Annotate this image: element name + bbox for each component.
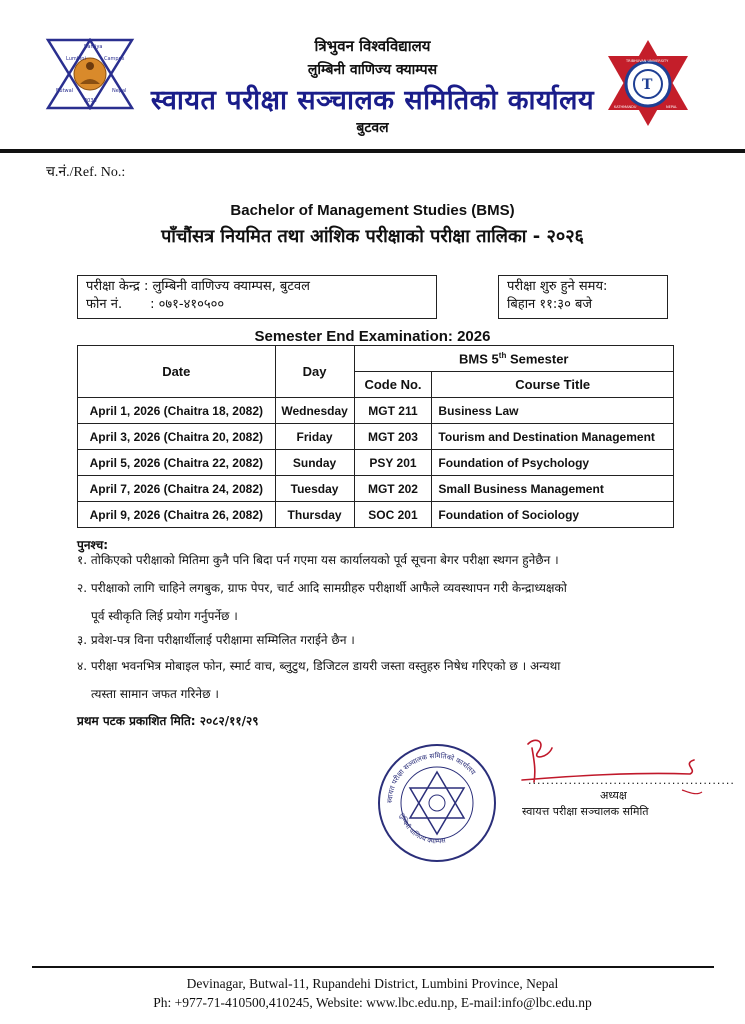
exam-date: April 7, 2026 (Chaitra 24, 2082) — [78, 476, 276, 502]
phone-value: : ०७१-४१०५०० — [150, 297, 225, 312]
note-item: १. तोकिएको परीक्षाको मितिमा कुनै पनि बिदा पर्न गएमा यस कार्यालयको पूर्व सूचना बेगर परीक्षा स्थगन हुनेछैन । — [77, 553, 559, 567]
exam-day: Friday — [275, 424, 354, 450]
exam-day: Wednesday — [275, 398, 354, 424]
semester-group-header: BMS 5th Semester — [354, 346, 673, 372]
course-code: MGT 211 — [354, 398, 432, 424]
exam-center-label: परीक्षा केन्द्र — [86, 279, 140, 294]
svg-text:KATHMANDU: KATHMANDU — [614, 105, 637, 109]
course-title: Business Law — [432, 398, 674, 424]
svg-text:लुम्बिनी वाणिज्य क्याम्पस: लुम्बिनी वाणिज्य क्याम्पस — [398, 812, 447, 846]
table-row — [78, 450, 674, 476]
exam-center-value: : लुम्बिनी वाणिज्य क्याम्पस, बुटवल — [143, 279, 310, 294]
note-item: ४. परीक्षा भवनभित्र मोबाइल फोन, स्मार्ट वाच, ब्लुटुथ, डिजिटल डायरी जस्ता वस्तुहरु निषेध गरिएको छ । अन्यथा त्यस्ता सामान जफत गरिनेछ । — [77, 659, 561, 701]
table-row — [78, 502, 674, 528]
exam-day: Sunday — [275, 450, 354, 476]
table-row — [78, 398, 674, 424]
phone-label: फोन नं. — [86, 297, 123, 312]
course-code: PSY 201 — [354, 450, 432, 476]
course-column-header: Course Title — [432, 372, 674, 398]
svg-text:Butwal: Butwal — [56, 88, 74, 94]
notes-heading: पुनश्च: — [77, 538, 108, 552]
signatory-committee: स्वायत्त परीक्षा सञ्चालक समिति — [522, 805, 649, 818]
svg-text:Lumbini: Lumbini — [66, 56, 86, 62]
note-item: २. परीक्षाको लागि चाहिने लगबुक, ग्राफ पेपर, चार्ट आदि सामग्रीहरु परीक्षार्थी आफैले व्यवस्थापन गरी केन्द्राध्यक्षको पूर्व स्वीकृति लिई प्रयोग गर्नुपर्नेछ । — [77, 581, 567, 623]
footer-divider — [32, 966, 714, 968]
exam-routine-table — [77, 345, 674, 528]
routine-title: पाँचौंसत्र नियमित तथा आंशिक परीक्षाको परीक्षा तालिका - २०२६ — [161, 226, 584, 247]
svg-text:स्वायत परीक्षा सञ्चालक समितिको: स्वायत परीक्षा सञ्चालक समितिको कार्यालय — [385, 751, 477, 804]
svg-text:T: T — [642, 77, 653, 93]
exam-date: April 3, 2026 (Chaitra 20, 2082) — [78, 424, 276, 450]
signatory-role: अध्यक्ष — [600, 789, 627, 802]
city-name: बुटवल — [356, 120, 389, 136]
svg-text:Nepal: Nepal — [112, 88, 127, 94]
exam-day: Tuesday — [275, 476, 354, 502]
header-divider — [0, 149, 745, 153]
campus-name: लुम्बिनी वाणिज्य क्याम्पस — [307, 62, 438, 78]
note-item: ३. प्रवेश-पत्र विना परीक्षार्थीलाई परीक्षामा सम्मिलित गराईने छैन । — [77, 633, 355, 647]
exam-day: Thursday — [275, 502, 354, 528]
svg-text:Campus: Campus — [104, 56, 125, 62]
exam-time-value: बिहान ११:३० बजे — [507, 297, 593, 312]
office-title: स्वायत परीक्षा सञ्चालक समितिको कार्यालय — [150, 85, 595, 116]
course-title: Tourism and Destination Management — [432, 424, 674, 450]
exam-heading: Semester End Examination: 2026 — [254, 328, 491, 345]
exam-date: April 9, 2026 (Chaitra 26, 2082) — [78, 502, 276, 528]
table-row — [78, 424, 674, 450]
date-column-header: Date — [78, 346, 276, 398]
office-seal — [376, 742, 498, 864]
signature-line: .............................................. — [528, 774, 735, 787]
exam-date: April 5, 2026 (Chaitra 22, 2082) — [78, 450, 276, 476]
code-column-header: Code No. — [354, 372, 432, 398]
day-column-header: Day — [275, 346, 354, 398]
svg-text:2038: 2038 — [84, 98, 97, 104]
svg-text:Banijya: Banijya — [84, 44, 103, 50]
exam-date: April 1, 2026 (Chaitra 18, 2082) — [78, 398, 276, 424]
program-title: Bachelor of Management Studies (BMS) — [230, 202, 515, 219]
footer-address: Devinagar, Butwal-11, Rupandehi District, Lumbini Province, Nepal — [186, 976, 559, 991]
exam-center-box — [77, 275, 437, 319]
course-title: Foundation of Psychology — [432, 450, 674, 476]
published-date: प्रथम पटक प्रकाशित मिति: २०८२/११/२९ — [77, 714, 259, 728]
course-title: Foundation of Sociology — [432, 502, 674, 528]
reference-number-label: च.नं./Ref. No.: — [46, 165, 126, 180]
course-code: MGT 203 — [354, 424, 432, 450]
exam-time-label: परीक्षा शुरु हुने समय: — [507, 279, 608, 294]
course-code: SOC 201 — [354, 502, 432, 528]
svg-text:NEPAL: NEPAL — [666, 105, 678, 109]
table-row — [78, 476, 674, 502]
exam-time-box — [498, 275, 668, 319]
course-code: MGT 202 — [354, 476, 432, 502]
footer-contact: Ph: +977-71-410500,410245, Website: www.lbc.edu.np, E-mail:info@lbc.edu.np — [153, 995, 592, 1010]
svg-text:TRIBHUVAN UNIVERSITY: TRIBHUVAN UNIVERSITY — [626, 59, 669, 63]
course-title: Small Business Management — [432, 476, 674, 502]
university-name: त्रिभुवन विश्वविद्यालय — [314, 37, 431, 55]
